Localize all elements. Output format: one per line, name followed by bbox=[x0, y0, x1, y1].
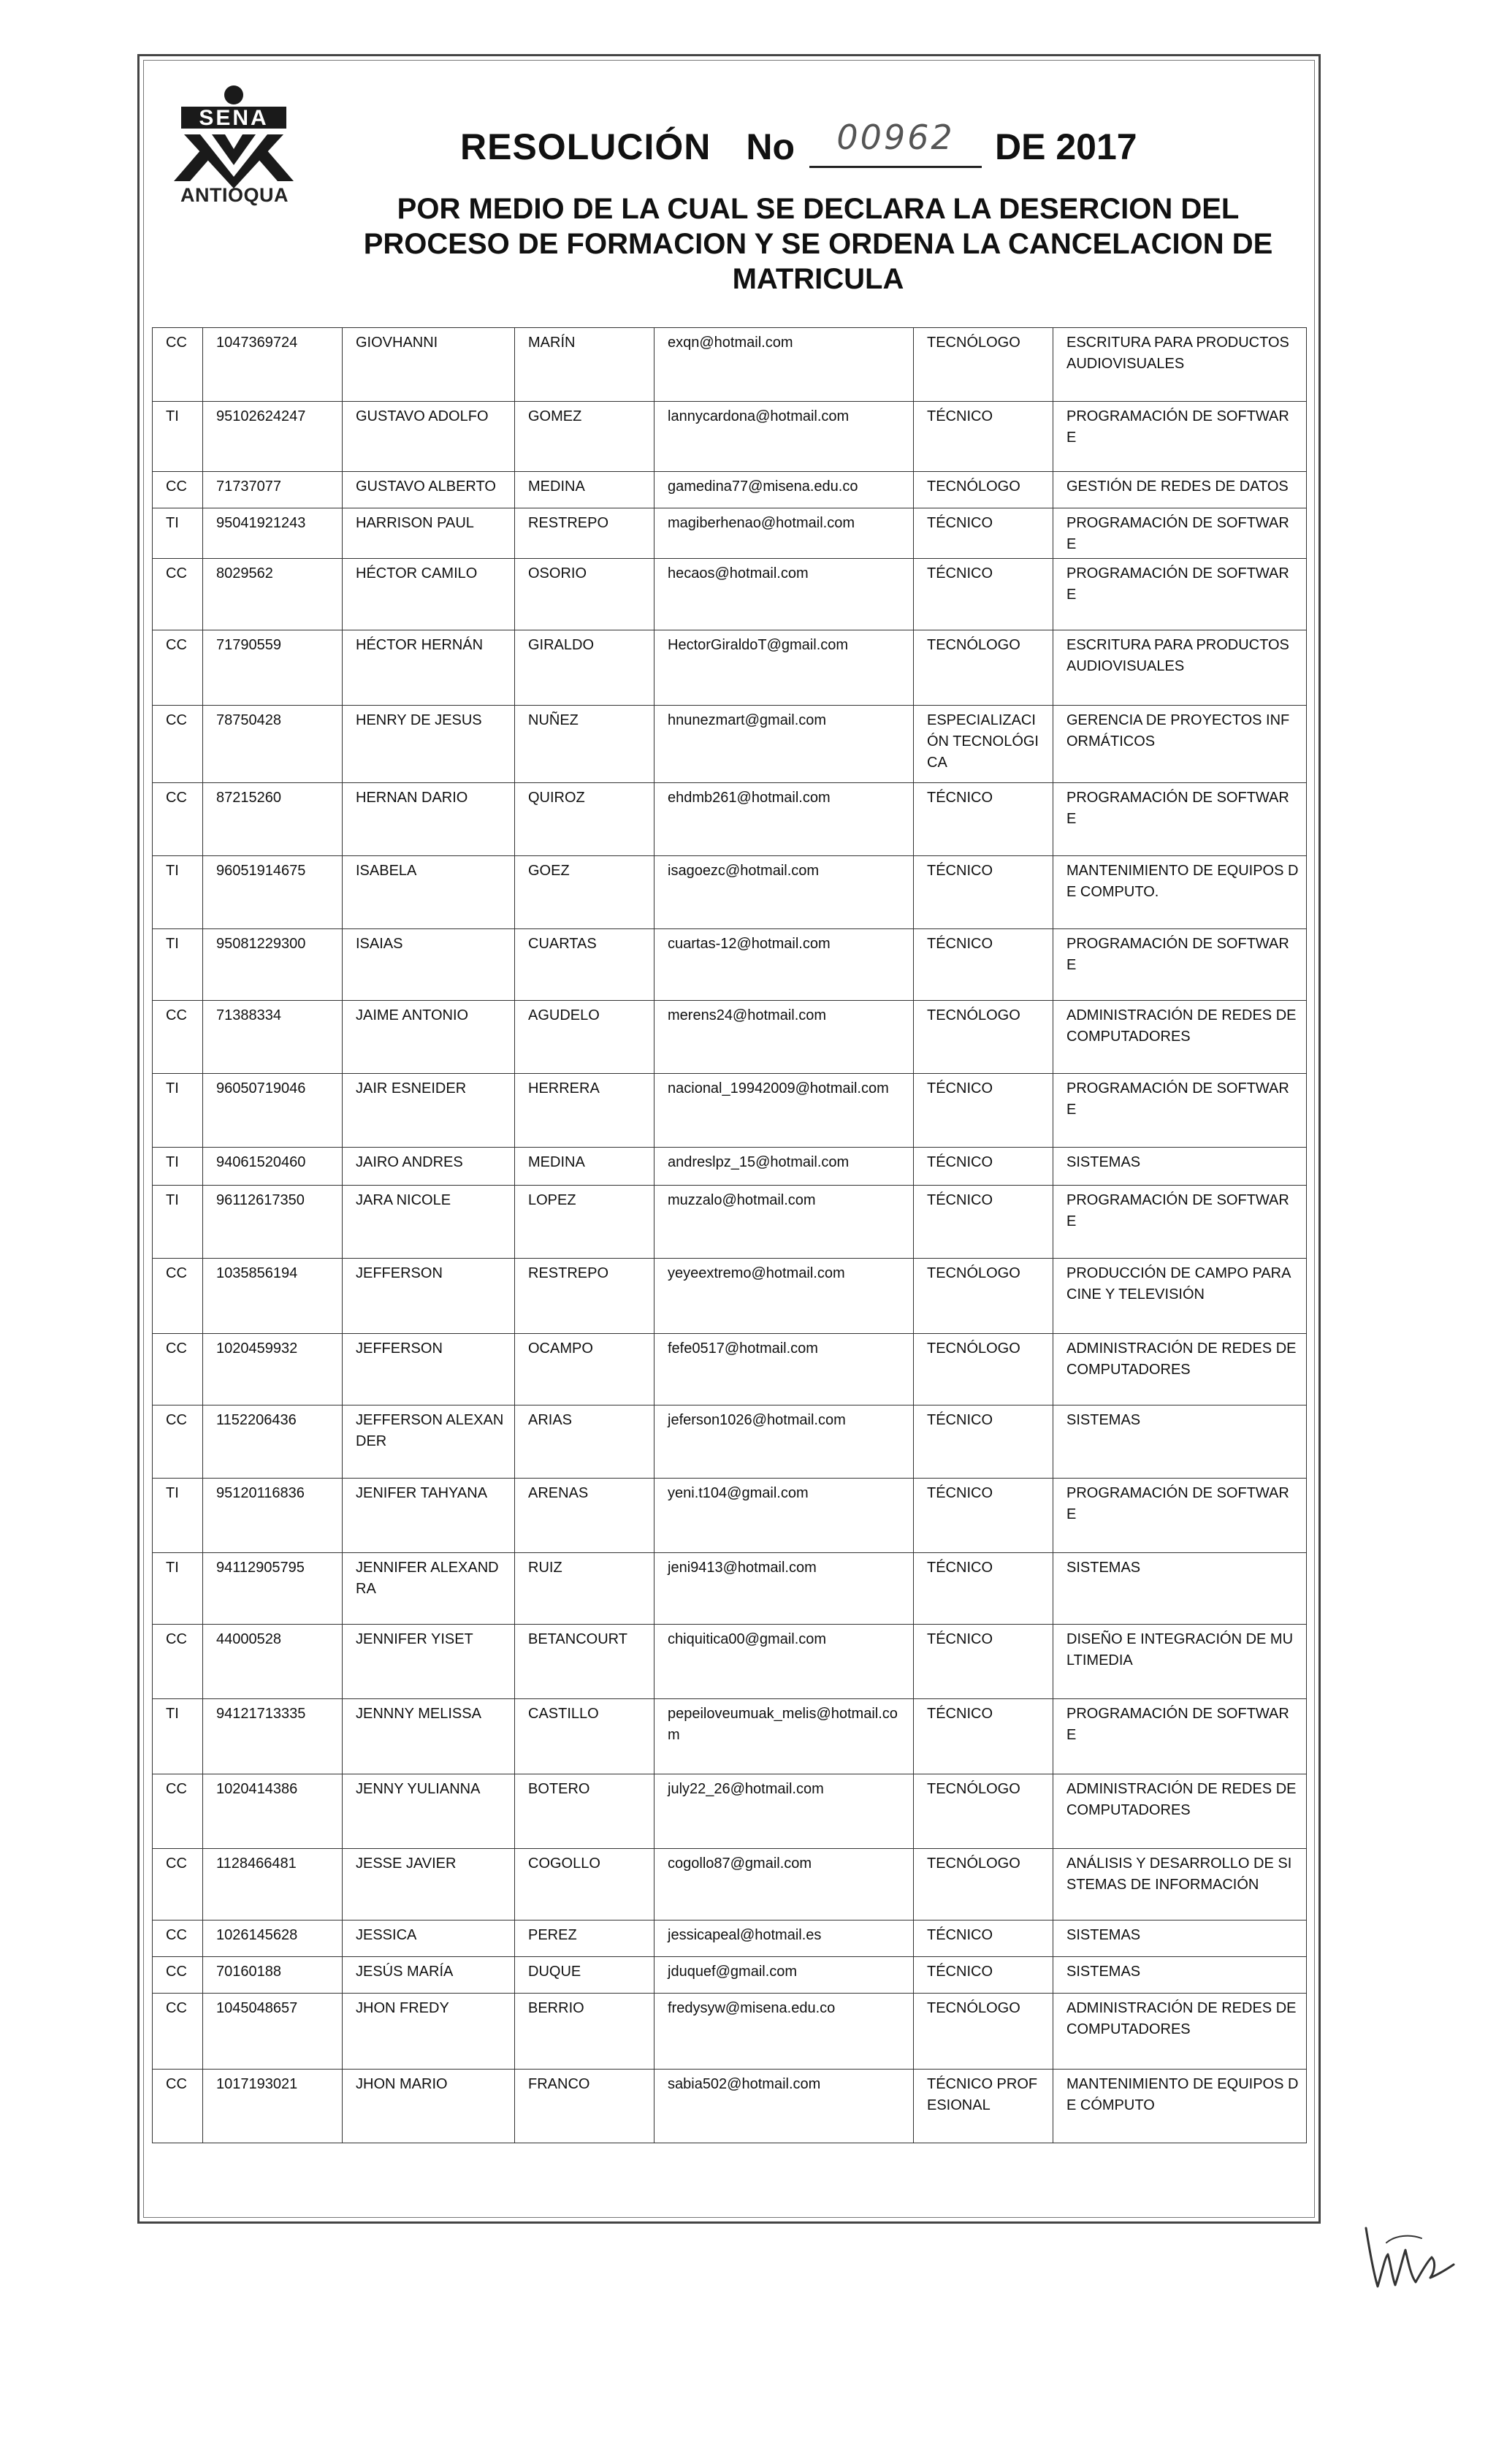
first-names-cell: JEFFERSON bbox=[343, 1259, 515, 1334]
first-names-cell: HÉCTOR CAMILO bbox=[343, 559, 515, 630]
level-cell: TÉCNICO bbox=[914, 1625, 1053, 1699]
doc-number-cell: 71737077 bbox=[203, 472, 343, 508]
program-cell: SISTEMAS bbox=[1053, 1405, 1307, 1479]
email-cell: fefe0517@hotmail.com bbox=[654, 1334, 914, 1405]
level-cell: TÉCNICO bbox=[914, 1148, 1053, 1186]
doc-number-cell: 1017193021 bbox=[203, 2070, 343, 2143]
table-row bbox=[153, 1148, 1307, 1186]
first-names-cell: JHON FREDY bbox=[343, 1994, 515, 2070]
first-names-cell: GUSTAVO ADOLFO bbox=[343, 402, 515, 472]
doc-number-cell: 94112905795 bbox=[203, 1553, 343, 1625]
svg-text:SENA: SENA bbox=[199, 106, 269, 130]
doc-number-cell: 96112617350 bbox=[203, 1186, 343, 1259]
doc-number-cell: 1047369724 bbox=[203, 328, 343, 402]
resolution-number-line bbox=[809, 109, 982, 168]
first-names-cell: JEFFERSON bbox=[343, 1334, 515, 1405]
table-row bbox=[153, 783, 1307, 856]
email-cell: cogollo87@gmail.com bbox=[654, 1849, 914, 1921]
table-row bbox=[153, 1334, 1307, 1405]
level-cell: TÉCNICO PROFESIONAL bbox=[914, 2070, 1053, 2143]
email-cell: muzzalo@hotmail.com bbox=[654, 1186, 914, 1259]
email-cell: gamedina77@misena.edu.co bbox=[654, 472, 914, 508]
email-cell: chiquitica00@gmail.com bbox=[654, 1625, 914, 1699]
surname-cell: GOMEZ bbox=[515, 402, 654, 472]
email-cell: jduquef@gmail.com bbox=[654, 1957, 914, 1994]
email-cell: nacional_19942009@hotmail.com bbox=[654, 1074, 914, 1148]
level-cell: TÉCNICO bbox=[914, 1405, 1053, 1479]
students-table bbox=[152, 327, 1307, 2143]
doc-number-cell: 1020459932 bbox=[203, 1334, 343, 1405]
surname-cell: MARÍN bbox=[515, 328, 654, 402]
surname-cell: NUÑEZ bbox=[515, 706, 654, 783]
program-cell: PROGRAMACIÓN DE SOFTWARE bbox=[1053, 1074, 1307, 1148]
doc-number-cell: 95081229300 bbox=[203, 929, 343, 1001]
surname-cell: OSORIO bbox=[515, 559, 654, 630]
doc-number-cell: 1045048657 bbox=[203, 1994, 343, 2070]
surname-cell: AGUDELO bbox=[515, 1001, 654, 1074]
table-row bbox=[153, 508, 1307, 559]
surname-cell: CASTILLO bbox=[515, 1699, 654, 1774]
resolution-title: RESOLUCIÓN bbox=[460, 126, 711, 167]
email-cell: yeni.t104@gmail.com bbox=[654, 1479, 914, 1553]
doc-type-cell: CC bbox=[153, 2070, 203, 2143]
doc-type-cell: TI bbox=[153, 1148, 203, 1186]
table-row bbox=[153, 472, 1307, 508]
resolution-heading bbox=[460, 110, 1137, 168]
table-row bbox=[153, 559, 1307, 630]
doc-number-cell: 70160188 bbox=[203, 1957, 343, 1994]
doc-type-cell: CC bbox=[153, 630, 203, 706]
level-cell: TECNÓLOGO bbox=[914, 1259, 1053, 1334]
program-cell: SISTEMAS bbox=[1053, 1921, 1307, 1957]
doc-type-cell: CC bbox=[153, 1625, 203, 1699]
email-cell: jessicapeal@hotmail.es bbox=[654, 1921, 914, 1957]
first-names-cell: HENRY DE JESUS bbox=[343, 706, 515, 783]
first-names-cell: HARRISON PAUL bbox=[343, 508, 515, 559]
table-row bbox=[153, 1479, 1307, 1553]
doc-type-cell: CC bbox=[153, 1921, 203, 1957]
table-row bbox=[153, 1994, 1307, 2070]
surname-cell: MEDINA bbox=[515, 472, 654, 508]
program-cell: ESCRITURA PARA PRODUCTOS AUDIOVISUALES bbox=[1053, 328, 1307, 402]
program-cell: PROGRAMACIÓN DE SOFTWARE bbox=[1053, 508, 1307, 559]
email-cell: HectorGiraldoT@gmail.com bbox=[654, 630, 914, 706]
surname-cell: GOEZ bbox=[515, 856, 654, 929]
table-row bbox=[153, 1074, 1307, 1148]
surname-cell: DUQUE bbox=[515, 1957, 654, 1994]
logo-region-label: ANTIOQUA bbox=[180, 184, 289, 206]
doc-number-cell: 96050719046 bbox=[203, 1074, 343, 1148]
first-names-cell: JAIRO ANDRES bbox=[343, 1148, 515, 1186]
program-cell: DISEÑO E INTEGRACIÓN DE MULTIMEDIA bbox=[1053, 1625, 1307, 1699]
level-cell: TECNÓLOGO bbox=[914, 1774, 1053, 1849]
doc-number-cell: 1026145628 bbox=[203, 1921, 343, 1957]
table-row bbox=[153, 1921, 1307, 1957]
level-cell: TÉCNICO bbox=[914, 1957, 1053, 1994]
email-cell: july22_26@hotmail.com bbox=[654, 1774, 914, 1849]
email-cell: sabia502@hotmail.com bbox=[654, 2070, 914, 2143]
first-names-cell: JAIME ANTONIO bbox=[343, 1001, 515, 1074]
table-row bbox=[153, 929, 1307, 1001]
first-names-cell: JEFFERSON ALEXANDER bbox=[343, 1405, 515, 1479]
program-cell: ADMINISTRACIÓN DE REDES DE COMPUTADORES bbox=[1053, 1001, 1307, 1074]
doc-type-cell: CC bbox=[153, 1001, 203, 1074]
doc-type-cell: CC bbox=[153, 1994, 203, 2070]
level-cell: TÉCNICO bbox=[914, 1553, 1053, 1625]
doc-number-cell: 95102624247 bbox=[203, 402, 343, 472]
program-cell: ADMINISTRACIÓN DE REDES DE COMPUTADORES bbox=[1053, 1334, 1307, 1405]
program-cell: PROGRAMACIÓN DE SOFTWARE bbox=[1053, 1699, 1307, 1774]
program-cell: SISTEMAS bbox=[1053, 1553, 1307, 1625]
first-names-cell: JENNIFER YISET bbox=[343, 1625, 515, 1699]
doc-type-cell: CC bbox=[153, 706, 203, 783]
program-cell: PROGRAMACIÓN DE SOFTWARE bbox=[1053, 1186, 1307, 1259]
level-cell: TECNÓLOGO bbox=[914, 472, 1053, 508]
surname-cell: COGOLLO bbox=[515, 1849, 654, 1921]
surname-cell: LOPEZ bbox=[515, 1186, 654, 1259]
program-cell: SISTEMAS bbox=[1053, 1957, 1307, 1994]
program-cell: PRODUCCIÓN DE CAMPO PARA CINE Y TELEVISIÓN bbox=[1053, 1259, 1307, 1334]
surname-cell: HERRERA bbox=[515, 1074, 654, 1148]
surname-cell: RESTREPO bbox=[515, 1259, 654, 1334]
resolution-subtitle: POR MEDIO DE LA CUAL SE DECLARA LA DESERCION DEL PROCESO DE FORMACION Y SE ORDENA LA CANCELACION DE MATRICULA bbox=[363, 193, 1273, 295]
first-names-cell: JHON MARIO bbox=[343, 2070, 515, 2143]
program-cell: ANÁLISIS Y DESARROLLO DE SISTEMAS DE INFORMACIÓN bbox=[1053, 1849, 1307, 1921]
program-cell: GERENCIA DE PROYECTOS INFORMÁTICOS bbox=[1053, 706, 1307, 783]
first-names-cell: HÉCTOR HERNÁN bbox=[343, 630, 515, 706]
first-names-cell: ISAIAS bbox=[343, 929, 515, 1001]
program-cell: ADMINISTRACIÓN DE REDES DE COMPUTADORES bbox=[1053, 1994, 1307, 2070]
doc-type-cell: TI bbox=[153, 1479, 203, 1553]
resolution-number: 00962 bbox=[836, 118, 955, 157]
level-cell: TECNÓLOGO bbox=[914, 328, 1053, 402]
doc-number-cell: 95120116836 bbox=[203, 1479, 343, 1553]
doc-number-cell: 44000528 bbox=[203, 1625, 343, 1699]
level-cell: TECNÓLOGO bbox=[914, 1849, 1053, 1921]
email-cell: merens24@hotmail.com bbox=[654, 1001, 914, 1074]
level-cell: TÉCNICO bbox=[914, 559, 1053, 630]
doc-type-cell: CC bbox=[153, 1405, 203, 1479]
level-cell: TECNÓLOGO bbox=[914, 630, 1053, 706]
email-cell: yeyeextremo@hotmail.com bbox=[654, 1259, 914, 1334]
doc-number-cell: 1128466481 bbox=[203, 1849, 343, 1921]
level-cell: TÉCNICO bbox=[914, 1074, 1053, 1148]
first-names-cell: JESSICA bbox=[343, 1921, 515, 1957]
first-names-cell: JENIFER TAHYANA bbox=[343, 1479, 515, 1553]
doc-number-cell: 1035856194 bbox=[203, 1259, 343, 1334]
table-row bbox=[153, 1001, 1307, 1074]
first-names-cell: JENNNY MELISSA bbox=[343, 1699, 515, 1774]
program-cell: PROGRAMACIÓN DE SOFTWARE bbox=[1053, 559, 1307, 630]
doc-type-cell: CC bbox=[153, 472, 203, 508]
surname-cell: PEREZ bbox=[515, 1921, 654, 1957]
level-cell: TECNÓLOGO bbox=[914, 1001, 1053, 1074]
level-cell: ESPECIALIZACIÓN TECNOLÓGICA bbox=[914, 706, 1053, 783]
doc-number-cell: 78750428 bbox=[203, 706, 343, 783]
surname-cell: QUIROZ bbox=[515, 783, 654, 856]
surname-cell: BOTERO bbox=[515, 1774, 654, 1849]
program-cell: SISTEMAS bbox=[1053, 1148, 1307, 1186]
first-names-cell: JARA NICOLE bbox=[343, 1186, 515, 1259]
first-names-cell: JESÚS MARÍA bbox=[343, 1957, 515, 1994]
surname-cell: RUIZ bbox=[515, 1553, 654, 1625]
doc-type-cell: CC bbox=[153, 1849, 203, 1921]
level-cell: TÉCNICO bbox=[914, 929, 1053, 1001]
table-row bbox=[153, 1553, 1307, 1625]
table-row bbox=[153, 706, 1307, 783]
program-cell: PROGRAMACIÓN DE SOFTWARE bbox=[1053, 783, 1307, 856]
doc-number-cell: 94061520460 bbox=[203, 1148, 343, 1186]
doc-type-cell: CC bbox=[153, 783, 203, 856]
doc-type-cell: TI bbox=[153, 856, 203, 929]
table-row bbox=[153, 1405, 1307, 1479]
doc-type-cell: CC bbox=[153, 1334, 203, 1405]
table-row bbox=[153, 1259, 1307, 1334]
table-row bbox=[153, 1625, 1307, 1699]
email-cell: lannycardona@hotmail.com bbox=[654, 402, 914, 472]
resolution-year: DE 2017 bbox=[995, 126, 1137, 167]
surname-cell: OCAMPO bbox=[515, 1334, 654, 1405]
email-cell: andreslpz_15@hotmail.com bbox=[654, 1148, 914, 1186]
doc-number-cell: 71388334 bbox=[203, 1001, 343, 1074]
level-cell: TÉCNICO bbox=[914, 1186, 1053, 1259]
doc-number-cell: 1152206436 bbox=[203, 1405, 343, 1479]
doc-type-cell: CC bbox=[153, 559, 203, 630]
email-cell: magiberhenao@hotmail.com bbox=[654, 508, 914, 559]
email-cell: fredysyw@misena.edu.co bbox=[654, 1994, 914, 2070]
email-cell: jeferson1026@hotmail.com bbox=[654, 1405, 914, 1479]
level-cell: TÉCNICO bbox=[914, 402, 1053, 472]
email-cell: jeni9413@hotmail.com bbox=[654, 1553, 914, 1625]
first-names-cell: ISABELA bbox=[343, 856, 515, 929]
doc-number-cell: 87215260 bbox=[203, 783, 343, 856]
surname-cell: FRANCO bbox=[515, 2070, 654, 2143]
doc-number-cell: 8029562 bbox=[203, 559, 343, 630]
first-names-cell: JAIR ESNEIDER bbox=[343, 1074, 515, 1148]
surname-cell: ARENAS bbox=[515, 1479, 654, 1553]
level-cell: TECNÓLOGO bbox=[914, 1334, 1053, 1405]
table-row bbox=[153, 1849, 1307, 1921]
surname-cell: GIRALDO bbox=[515, 630, 654, 706]
program-cell: ESCRITURA PARA PRODUCTOS AUDIOVISUALES bbox=[1053, 630, 1307, 706]
table-row bbox=[153, 402, 1307, 472]
program-cell: MANTENIMIENTO DE EQUIPOS DE COMPUTO. bbox=[1053, 856, 1307, 929]
first-names-cell: HERNAN DARIO bbox=[343, 783, 515, 856]
surname-cell: CUARTAS bbox=[515, 929, 654, 1001]
level-cell: TÉCNICO bbox=[914, 856, 1053, 929]
doc-type-cell: TI bbox=[153, 508, 203, 559]
doc-type-cell: TI bbox=[153, 929, 203, 1001]
doc-type-cell: CC bbox=[153, 1259, 203, 1334]
table-row bbox=[153, 1957, 1307, 1994]
email-cell: ehdmb261@hotmail.com bbox=[654, 783, 914, 856]
first-names-cell: JENNIFER ALEXANDRA bbox=[343, 1553, 515, 1625]
email-cell: hecaos@hotmail.com bbox=[654, 559, 914, 630]
table-row bbox=[153, 1699, 1307, 1774]
doc-type-cell: CC bbox=[153, 1774, 203, 1849]
table-row bbox=[153, 1774, 1307, 1849]
doc-number-cell: 95041921243 bbox=[203, 508, 343, 559]
doc-type-cell: CC bbox=[153, 328, 203, 402]
doc-number-cell: 94121713335 bbox=[203, 1699, 343, 1774]
email-cell: isagoezc@hotmail.com bbox=[654, 856, 914, 929]
doc-type-cell: TI bbox=[153, 1699, 203, 1774]
program-cell: ADMINISTRACIÓN DE REDES DE COMPUTADORES bbox=[1053, 1774, 1307, 1849]
students-table-body bbox=[153, 328, 1307, 2143]
program-cell: MANTENIMIENTO DE EQUIPOS DE CÓMPUTO bbox=[1053, 2070, 1307, 2143]
table-row bbox=[153, 328, 1307, 402]
first-names-cell: JESSE JAVIER bbox=[343, 1849, 515, 1921]
table-row bbox=[153, 2070, 1307, 2143]
first-names-cell: JENNY YULIANNA bbox=[343, 1774, 515, 1849]
surname-cell: RESTREPO bbox=[515, 508, 654, 559]
handwritten-signature bbox=[1351, 2213, 1461, 2301]
doc-type-cell: TI bbox=[153, 1186, 203, 1259]
email-cell: exqn@hotmail.com bbox=[654, 328, 914, 402]
resolution-no-label: No bbox=[746, 126, 795, 167]
doc-type-cell: CC bbox=[153, 1957, 203, 1994]
level-cell: TÉCNICO bbox=[914, 508, 1053, 559]
doc-number-cell: 71790559 bbox=[203, 630, 343, 706]
table-row bbox=[153, 856, 1307, 929]
doc-number-cell: 96051914675 bbox=[203, 856, 343, 929]
email-cell: hnunezmart@gmail.com bbox=[654, 706, 914, 783]
doc-type-cell: TI bbox=[153, 1074, 203, 1148]
surname-cell: ARIAS bbox=[515, 1405, 654, 1479]
program-cell: GESTIÓN DE REDES DE DATOS bbox=[1053, 472, 1307, 508]
level-cell: TECNÓLOGO bbox=[914, 1994, 1053, 2070]
doc-type-cell: TI bbox=[153, 402, 203, 472]
first-names-cell: GUSTAVO ALBERTO bbox=[343, 472, 515, 508]
doc-type-cell: TI bbox=[153, 1553, 203, 1625]
email-cell: cuartas-12@hotmail.com bbox=[654, 929, 914, 1001]
table-row bbox=[153, 630, 1307, 706]
doc-number-cell: 1020414386 bbox=[203, 1774, 343, 1849]
table-row bbox=[153, 1186, 1307, 1259]
surname-cell: BERRIO bbox=[515, 1994, 654, 2070]
program-cell: PROGRAMACIÓN DE SOFTWARE bbox=[1053, 1479, 1307, 1553]
level-cell: TÉCNICO bbox=[914, 1921, 1053, 1957]
program-cell: PROGRAMACIÓN DE SOFTWARE bbox=[1053, 929, 1307, 1001]
surname-cell: MEDINA bbox=[515, 1148, 654, 1186]
program-cell: PROGRAMACIÓN DE SOFTWARE bbox=[1053, 402, 1307, 472]
email-cell: pepeiloveumuak_melis@hotmail.com bbox=[654, 1699, 914, 1774]
level-cell: TÉCNICO bbox=[914, 783, 1053, 856]
level-cell: TÉCNICO bbox=[914, 1699, 1053, 1774]
first-names-cell: GIOVHANNI bbox=[343, 328, 515, 402]
level-cell: TÉCNICO bbox=[914, 1479, 1053, 1553]
surname-cell: BETANCOURT bbox=[515, 1625, 654, 1699]
